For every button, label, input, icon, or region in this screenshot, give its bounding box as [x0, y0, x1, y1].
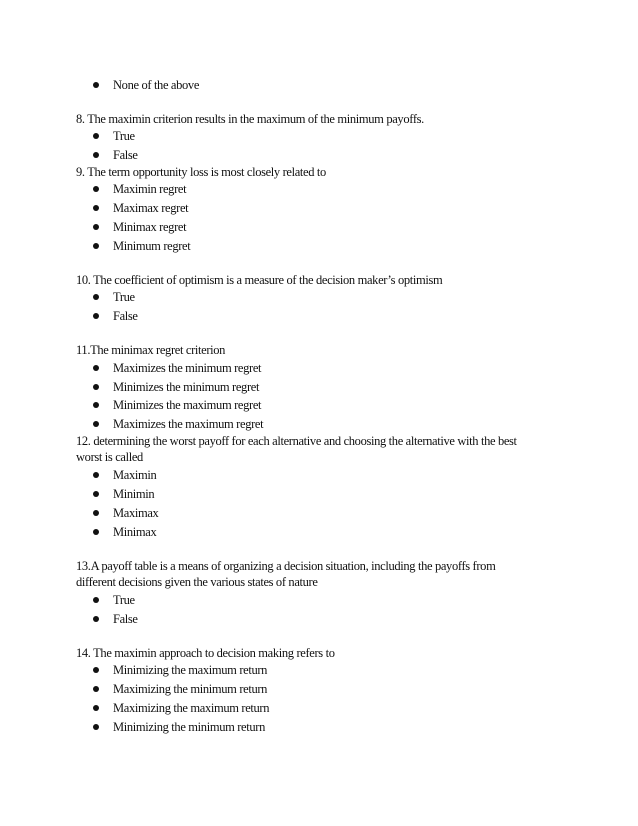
list-item: Maximizing the maximum return — [113, 700, 269, 716]
list-item: Minimizing the minimum return — [113, 719, 265, 735]
list-item: True — [113, 128, 135, 144]
question-12: 12. determining the worst payoff for each alternative and choosing the alternative with the best — [76, 434, 517, 448]
list-item: True — [113, 289, 135, 305]
question-14: 14. The maximin approach to decision making refers to — [76, 646, 335, 660]
question-13: 13.A payoff table is a means of organizing a decision situation, including the payoffs from — [76, 559, 496, 573]
bullet-icon — [93, 133, 99, 139]
bullet-icon — [93, 384, 99, 390]
question-9: 9. The term opportunity loss is most closely related to — [76, 165, 326, 179]
bullet-icon — [93, 667, 99, 673]
bullet-icon — [93, 705, 99, 711]
bullet-icon — [93, 152, 99, 158]
list-item: Maximizes the maximum regret — [113, 416, 263, 432]
list-item: Maximin regret — [113, 181, 186, 197]
list-item: Minimax regret — [113, 219, 186, 235]
list-item: Maximax — [113, 505, 158, 521]
list-item: False — [113, 611, 138, 627]
bullet-icon — [93, 294, 99, 300]
bullet-icon — [93, 472, 99, 478]
list-item: Minimizes the minimum regret — [113, 379, 259, 395]
bullet-icon — [93, 224, 99, 230]
bullet-icon — [93, 186, 99, 192]
list-item: Minimin — [113, 486, 154, 502]
bullet-icon — [93, 724, 99, 730]
bullet-icon — [93, 686, 99, 692]
bullet-icon — [93, 597, 99, 603]
bullet-icon — [93, 313, 99, 319]
bullet-icon — [93, 205, 99, 211]
question-13-continued: different decisions given the various states of nature — [76, 575, 318, 589]
question-8: 8. The maximin criterion results in the maximum of the minimum payoffs. — [76, 112, 424, 126]
question-12-continued: worst is called — [76, 450, 143, 464]
list-item: Minimax — [113, 524, 156, 540]
list-item: Maximizing the minimum return — [113, 681, 267, 697]
question-10: 10. The coefficient of optimism is a measure of the decision maker’s optimism — [76, 273, 443, 287]
list-item: Minimizing the maximum return — [113, 662, 267, 678]
bullet-icon — [93, 529, 99, 535]
list-item: Minimizes the maximum regret — [113, 397, 261, 413]
list-item: False — [113, 147, 138, 163]
list-item: False — [113, 308, 138, 324]
list-item: Maximin — [113, 467, 156, 483]
bullet-icon — [93, 82, 99, 88]
bullet-icon — [93, 510, 99, 516]
bullet-icon — [93, 491, 99, 497]
bullet-icon — [93, 243, 99, 249]
bullet-icon — [93, 421, 99, 427]
list-item: None of the above — [113, 77, 199, 93]
list-item: True — [113, 592, 135, 608]
bullet-icon — [93, 365, 99, 371]
list-item: Maximax regret — [113, 200, 188, 216]
list-item: Minimum regret — [113, 238, 190, 254]
bullet-icon — [93, 616, 99, 622]
bullet-icon — [93, 402, 99, 408]
list-item: Maximizes the minimum regret — [113, 360, 261, 376]
question-11: 11.The minimax regret criterion — [76, 343, 226, 357]
